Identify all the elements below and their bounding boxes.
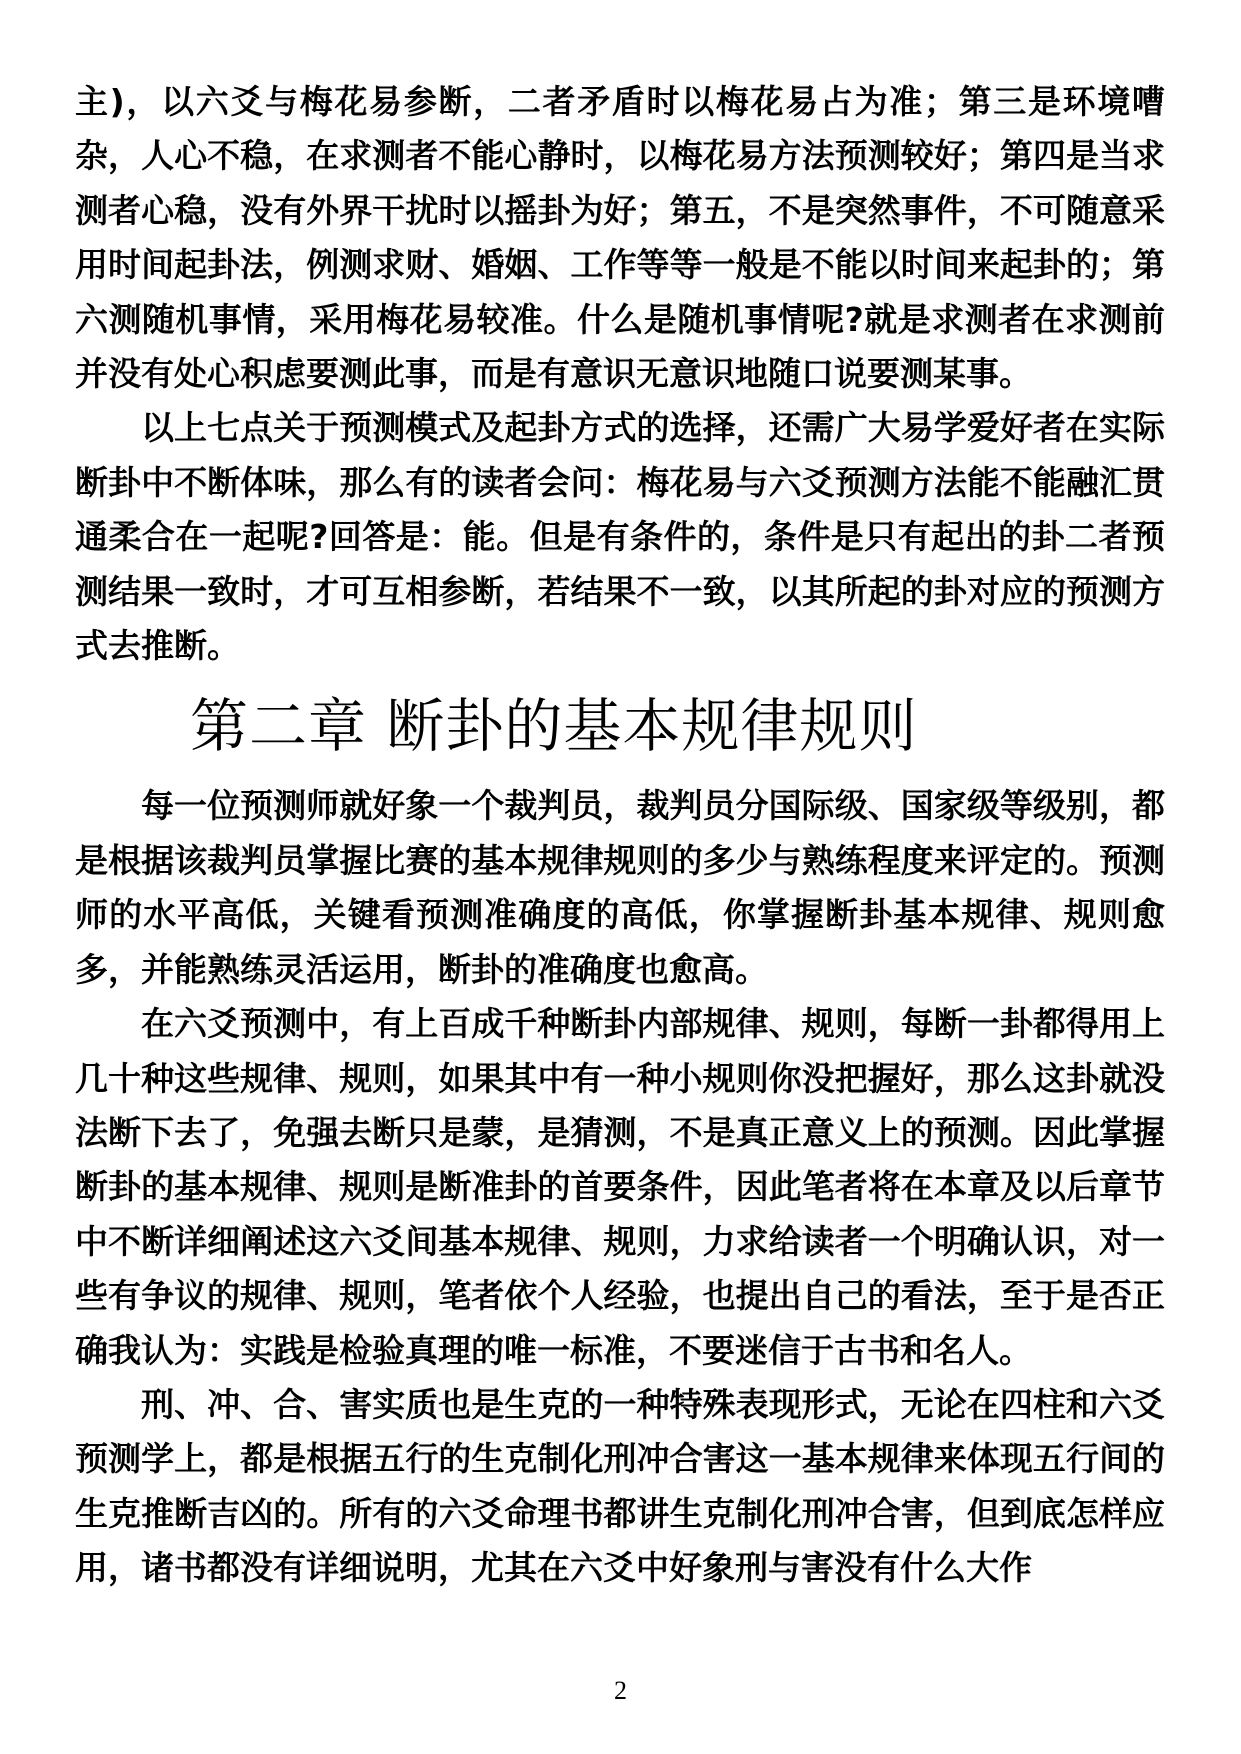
- chapter-title: 第二章 断卦的基本规律规则: [190, 692, 918, 761]
- paragraph-5: 刑、冲、合、害实质也是生克的一种特殊表现形式，无论在四柱和六爻预测学上，都是根据五行的生克制化刑冲合害这一基本规律来体现五行间的生克推断吉凶的。所有的六爻命理书都讲生克制化刑冲合害，但到底怎样应用，诸书都没有详细说明，尤其在六爻中好象刑与害没有什么大作: [75, 1384, 1165, 1588]
- paragraph-3: 每一位预测师就好象一个裁判员，裁判员分国际级、国家级等级别，都是根据该裁判员掌握比赛的基本规律规则的多少与熟练程度来评定的。预测师的水平高低，关键看预测准确度的高低，你掌握断卦基本规律、规则愈多，并能熟练灵活运用，断卦的准确度也愈高。: [75, 786, 1165, 989]
- paragraph-2: 以上七点关于预测模式及起卦方式的选择，还需广大易学爱好者在实际断卦中不断体味，那么有的读者会问：梅花易与六爻预测方法能不能融汇贯通柔合在一起呢?回答是：能。但是有条件的，条件是只有起出的卦二者预测结果一致时，才可互相参断，若结果不一致，以其所起的卦对应的预测方式去推断。: [75, 408, 1165, 666]
- paragraph-4: 在六爻预测中，有上百成千种断卦内部规律、规则，每断一卦都得用上几十种这些规律、规则，如果其中有一种小规则你没把握好，那么这卦就没法断下去了，免强去断只是蒙，是猜测，不是真正意义上的预测。因此掌握断卦的基本规律、规则是断准卦的首要条件，因此笔者将在本章及以后章节中不断详细阐述这六爻间基本规律、规则，力求给读者一个明确认识，对一些有争议的规律、规则，笔者依个人经验，也提出自己的看法，至于是否正确我认为：实践是检验真理的唯一标准，不要迷信于古书和名人。: [75, 1004, 1165, 1370]
- page-number: 2: [614, 1676, 627, 1705]
- paragraph-1-continued: 主)，以六爻与梅花易参断，二者矛盾时以梅花易占为准；第三是环境嘈杂，人心不稳，在求测者不能心静时，以梅花易方法预测较好；第四是当求测者心稳，没有外界干扰时以摇卦为好；第五，不是突然事件，不可随意采用时间起卦法，例测求财、婚姻、工作等等一般是不能以时间来起卦的；第六测随机事情，采用梅花易较准。什么是随机事情呢?就是求测者在求测前并没有处心积虑要测此事，而是有意识无意识地随口说要测某事。: [75, 82, 1165, 394]
- document-page: [75, 75, 1165, 1596]
